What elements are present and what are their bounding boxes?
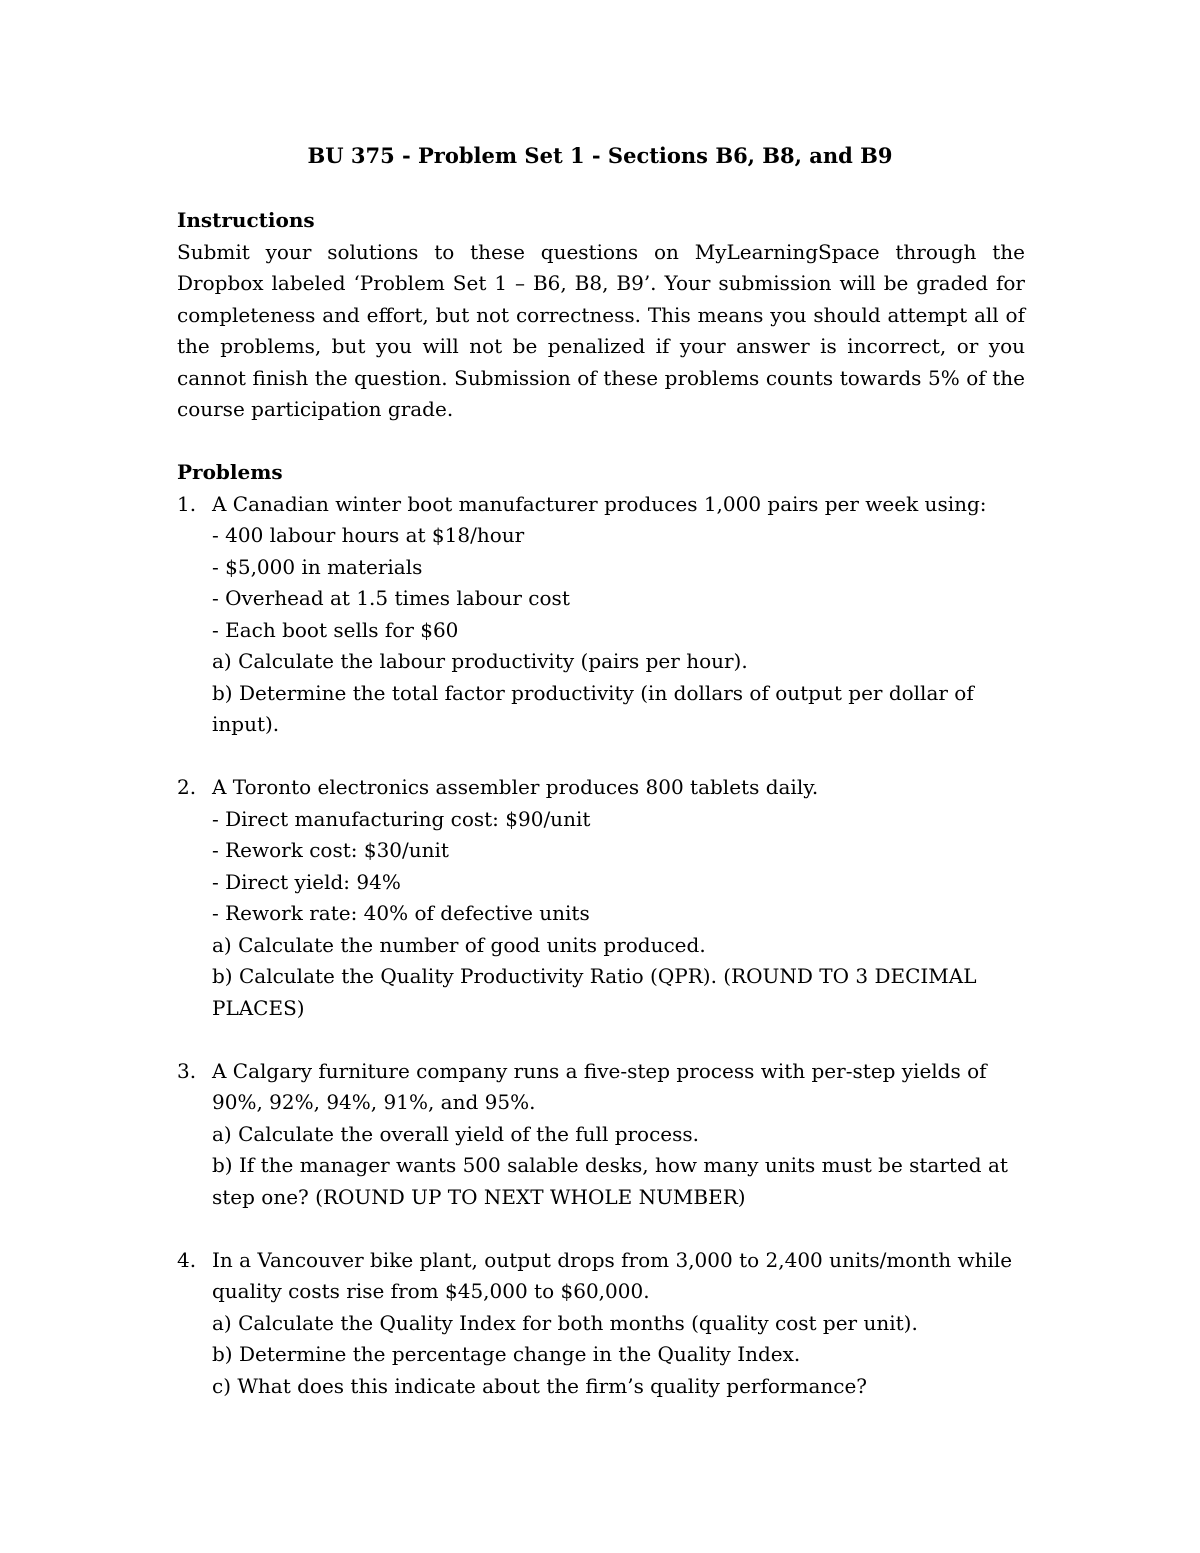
problem-detail: - $5,000 in materials [212,554,423,579]
problem-statement: A Toronto electronics assembler produces 800 tablets daily. [212,775,819,799]
problem-question: a) Calculate the Quality Index for both months (quality cost per unit). [212,1310,918,1335]
problem-number: 1. [177,491,197,516]
problem-detail: - Rework rate: 40% of defective units [212,901,590,925]
problem-question: a) Calculate the number of good units produced. [212,932,706,957]
problem-number: 3. [177,1058,197,1083]
problem-list [177,489,1025,1403]
problem-number: 2. [177,775,197,799]
problems-heading: Problems [177,460,283,484]
problem-item [177,772,1025,1024]
problem-question: a) Calculate the overall yield of the full process. [212,1121,700,1146]
problem-question: b) Determine the percentage change in the Quality Index. [212,1342,801,1366]
problem-statement: In a Vancouver bike plant, output drops from 3,000 to 2,400 units/month while quality costs rise from $45,000 to $60,000. [212,1247,1013,1303]
problem-detail: - Overhead at 1.5 times labour cost [212,586,570,610]
problem-detail: - Direct yield: 94% [212,869,401,894]
problem-question: b) Determine the total factor productivity (in dollars of output per dollar of input). [212,680,974,736]
problem-detail: - Each boot sells for $60 [212,617,459,642]
problem-statement: A Canadian winter boot manufacturer produces 1,000 pairs per week using: [212,491,987,516]
problem-question: a) Calculate the labour productivity (pairs per hour). [212,649,748,673]
problem-detail: - Direct manufacturing cost: $90/unit [212,806,591,831]
problem-detail: - Rework cost: $30/unit [212,838,449,862]
problem-detail: - 400 labour hours at $18/hour [212,523,525,547]
problem-statement: A Calgary furniture company runs a five-step process with per-step yields of 90%, 92%, 94%, 91%, and 95%. [212,1058,987,1114]
problem-item [177,489,1025,741]
problem-question: b) Calculate the Quality Productivity Ratio (QPR). (ROUND TO 3 DECIMAL PLACES) [212,964,977,1020]
page-title: BU 375 - Problem Set 1 - Sections B6, B8, and B9 [307,143,893,168]
problem-question: c) What does this indicate about the firm’s quality performance? [212,1373,868,1398]
problem-item [177,1056,1025,1214]
problem-question: b) If the manager wants 500 salable desks, how many units must be started at step one? (ROUND UP TO NEXT WHOLE NUMBER) [212,1153,1008,1209]
document-body [177,205,1025,1434]
instructions-heading: Instructions [177,208,315,232]
problem-number: 4. [177,1247,197,1272]
problem-item [177,1245,1025,1403]
instructions-text: Submit your solutions to these questions on MyLearningSpace through the Dropbox labeled ‘Problem Set 1 – B6, B8, B9’. Your submission will be graded for completeness and effort, but not correctness. This means you should attempt all of the problems, but you will not be penalized if your answer is incorrect, or you cannot finish the question. Submission of these problems counts towards 5% of the course participation grade. [177,239,1025,421]
